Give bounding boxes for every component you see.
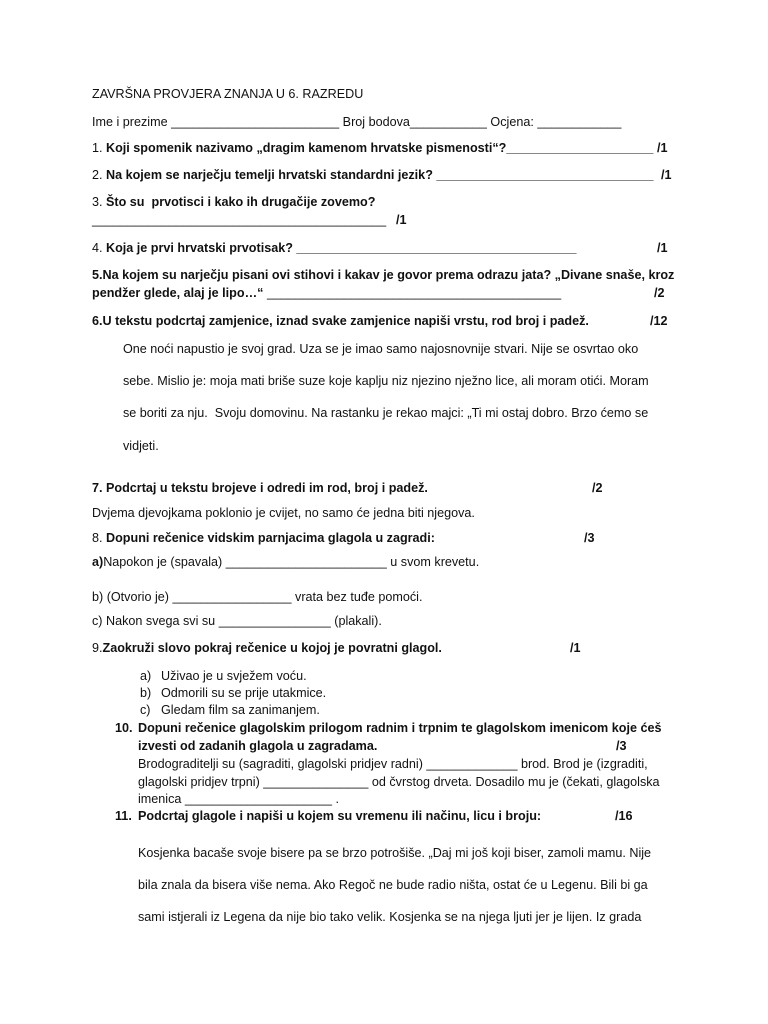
question-11-text: Podcrtaj glagole i napiši u kojem su vremenu ili načinu, licu i broju: xyxy=(138,809,542,823)
question-10-text-line-2: izvesti od zadanih glagola u zagradama. xyxy=(138,739,378,753)
question-6-number: 6. xyxy=(92,314,103,328)
question-10-text: Dopuni rečenice glagolskim prilogom radnim i trpnim te glagolskom imenicom koje ćeš xyxy=(138,721,662,735)
question-5-line-2 xyxy=(92,286,561,300)
question-9 xyxy=(92,641,442,655)
question-3-answer-blank[interactable]: __________________________________________ xyxy=(92,213,387,227)
question-6-passage-line: se boriti za nju. Svoju domovinu. Na rastanku je rekao majci: „Ti mi ostaj dobro. Brzo ćemo se xyxy=(123,406,649,420)
question-5-number: 5. xyxy=(92,268,103,282)
question-8-item-a xyxy=(92,555,479,569)
question-4-points: /1 xyxy=(657,241,668,255)
question-9-option-c[interactable] xyxy=(140,703,151,717)
page-title: ZAVRŠNA PROVJERA ZNANJA U 6. RAZREDU xyxy=(92,87,364,101)
question-2-number: 2. xyxy=(92,168,107,182)
question-3 xyxy=(92,195,375,209)
question-8-item-c[interactable]: c) Nakon svega svi su ________________ (plakali). xyxy=(92,614,382,628)
option-label[interactable]: a) xyxy=(140,669,152,683)
question-6-passage-line: One noći napustio je svoj grad. Uza se je imao samo najosnovnije stvari. Nije se osvrtao oko xyxy=(123,342,639,356)
question-7-points: /2 xyxy=(592,481,603,495)
question-8-item-a-text[interactable]: Napokon je (spavala) _______________________ u svom krevetu. xyxy=(103,555,480,569)
option-label[interactable]: b) xyxy=(140,686,152,700)
question-1-points: /1 xyxy=(657,141,668,155)
question-6-text: U tekstu podcrtaj zamjenice, iznad svake zamjenice napiši vrstu, rod broj i padež. xyxy=(102,314,589,328)
question-8-item-b[interactable]: b) (Otvorio je) _________________ vrata bez tuđe pomoći. xyxy=(92,590,423,604)
question-8 xyxy=(92,531,435,545)
question-11-passage-line: sami istjerali iz Legena da nije bio tako velik. Kosjenka se na njega ljuti jer je lijen. Iz grada xyxy=(138,910,642,924)
question-5-answer-blank[interactable]: __________________________________________ xyxy=(263,286,562,300)
question-7-sentence: Dvjema djevojkama poklonio je cvijet, no samo će jedna biti njegova. xyxy=(92,506,475,520)
question-5 xyxy=(92,268,674,282)
question-9-option-b-text: Odmorili su se prije utakmice. xyxy=(161,686,327,700)
question-4 xyxy=(92,241,577,255)
question-2-points: /1 xyxy=(661,168,672,182)
question-2 xyxy=(92,168,654,182)
option-label[interactable]: c) xyxy=(140,703,151,717)
question-5-text: Na kojem su narječju pisani ovi stihovi i kakav je govor prema odrazu jata? „Divane snaše, kroz xyxy=(102,268,675,282)
question-11-passage-line: Kosjenka bacaše svoje bisere pa se brzo potrošiše. „Daj mi još koji biser, zamoli mamu. Nije xyxy=(138,846,652,860)
question-6-points: /12 xyxy=(650,314,668,328)
question-1-text: Koji spomenik nazivamo „dragim kamenom hrvatske pismenosti“?_____________________ xyxy=(106,141,654,155)
question-6-passage-line: sebe. Mislio je: moja mati briše suze koje kaplju niz njezino nježno lice, ali moram otići. Moram xyxy=(123,374,649,388)
question-4-text: Koja je prvi hrvatski prvotisak? ________________________________________ xyxy=(106,241,577,255)
question-9-option-c-text: Gledam film sa zanimanjem. xyxy=(161,703,320,717)
question-10-points: /3 xyxy=(616,739,627,753)
question-4-number: 4. xyxy=(92,241,107,255)
question-10-body-line[interactable]: imenica _____________________ . xyxy=(138,792,339,806)
name-score-grade-fields[interactable]: Ime i prezime ________________________ Broj bodova___________ Ocjena: ____________ xyxy=(92,115,622,129)
question-11-points: /16 xyxy=(615,809,633,823)
question-11-number: 11. xyxy=(115,809,132,823)
header-line xyxy=(92,115,621,129)
question-9-option-a[interactable] xyxy=(140,669,151,683)
question-7-text: 7. Podcrtaj u tekstu brojeve i odredi im rod, broj i padež. xyxy=(92,481,428,495)
question-9-points: /1 xyxy=(570,641,581,655)
question-9-option-b[interactable] xyxy=(140,686,151,700)
question-5-verse: pendžer glede, alaj je lipo…“ xyxy=(92,286,264,300)
question-1-number: 1. xyxy=(92,141,107,155)
question-8-points: /3 xyxy=(584,531,595,545)
question-3-points: /1 xyxy=(396,213,407,227)
question-2-text: Na kojem se narječju temelji hrvatski standardni jezik? _______________________________ xyxy=(106,168,654,182)
question-9-text: Zaokruži slovo pokraj rečenice u kojoj je povratni glagol. xyxy=(102,641,442,655)
question-9-number: 9. xyxy=(92,641,103,655)
question-9-option-a-text: Uživao je u svježem voću. xyxy=(161,669,307,683)
question-6-passage-line: vidjeti. xyxy=(123,439,159,453)
question-11-passage-line: bila znala da bisera više nema. Ako Regoč ne bude radio ništa, ostat će u Legenu. Bili bi ga xyxy=(138,878,648,892)
question-3-number: 3. xyxy=(92,195,107,209)
question-8-number: 8. xyxy=(92,531,107,545)
question-5-points: /2 xyxy=(654,286,665,300)
question-3-text: Što su prvotisci i kako ih drugačije zovemo? xyxy=(106,195,376,209)
question-6 xyxy=(92,314,589,328)
question-1 xyxy=(92,141,653,155)
question-10-body-line[interactable]: glagolski pridjev trpni) _______________ od čvrstog drveta. Dosadilo mu je (čekati, glagolska xyxy=(138,775,660,789)
question-8-text: Dopuni rečenice vidskim parnjacima glagola u zagradi: xyxy=(106,531,435,545)
question-8-item-a-label: a) xyxy=(92,555,104,569)
question-10-body-line[interactable]: Brodograditelji su (sagraditi, glagolski pridjev radni) _____________ brod. Brod je (izgraditi, xyxy=(138,757,648,771)
question-10-number: 10. xyxy=(115,721,133,735)
